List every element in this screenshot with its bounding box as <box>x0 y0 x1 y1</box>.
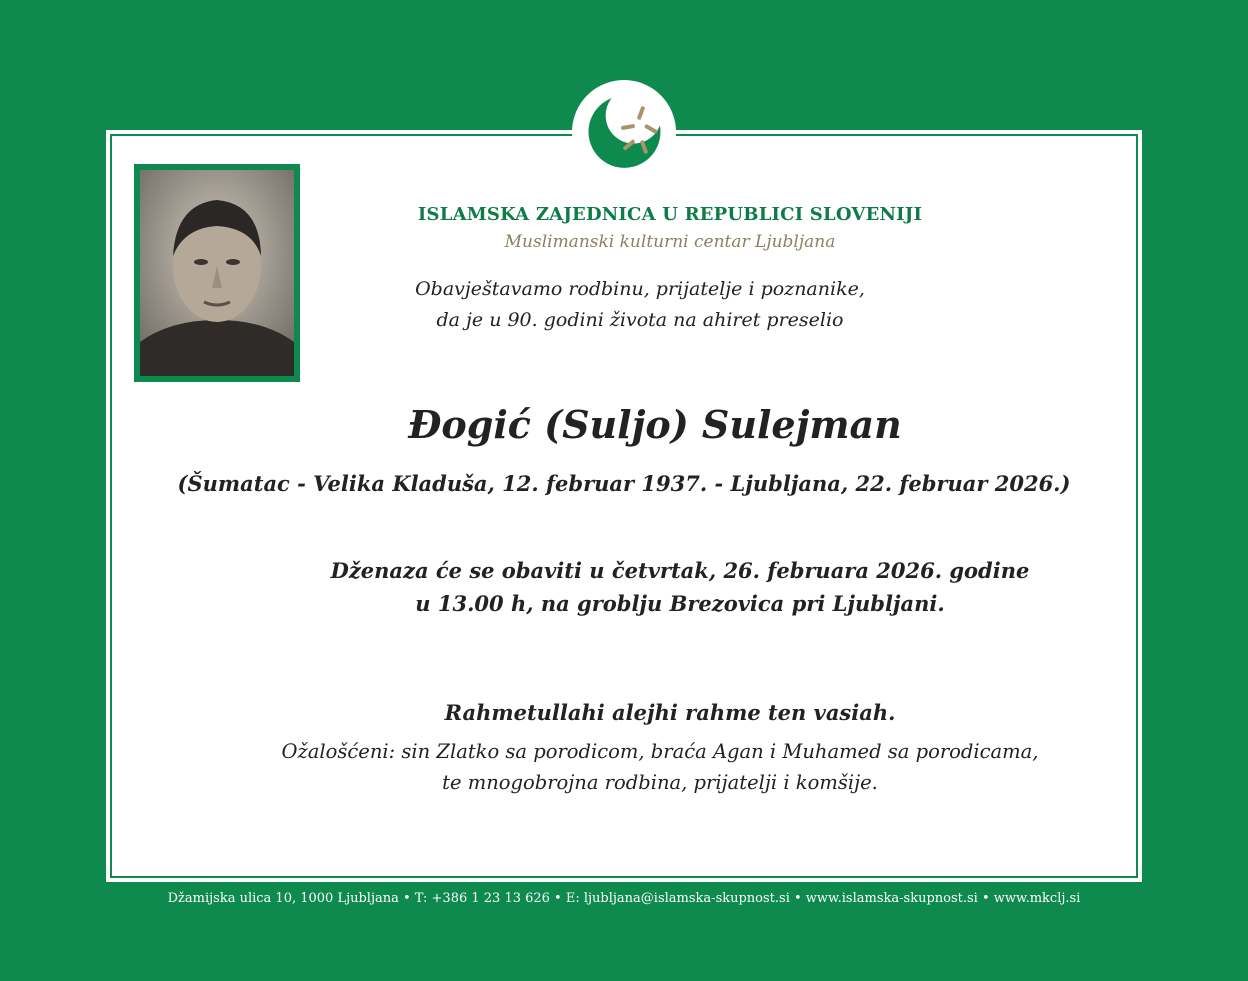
portrait-frame <box>134 164 300 382</box>
prayer-text: Rahmetullahi alejhi rahme ten vasiah. <box>444 700 896 725</box>
deceased-dates: (Šumatac - Velika Kladuša, 12. februar 1937. - Ljubljana, 22. februar 2026.) <box>177 471 1071 496</box>
funeral-line-2: u 13.00 h, na groblju Brezovica pri Ljubljani. <box>415 591 945 616</box>
footer-contact: Džamijska ulica 10, 1000 Ljubljana • T: +386 1 23 13 626 • E: ljubljana@islamska-skupnost.si • www.islamska-skupnost.si • www.mkclj.si <box>167 891 1081 906</box>
funeral-line-1: Dženaza će se obaviti u četvrtak, 26. februara 2026. godine <box>330 558 1030 583</box>
mourners-line-1: Ožalošćeni: sin Zlatko sa porodicom, braća Agan i Muhamed sa porodicama, <box>281 740 1039 763</box>
organization-name: ISLAMSKA ZAJEDNICA U REPUBLICI SLOVENIJI <box>417 204 923 225</box>
portrait-photo <box>140 170 294 376</box>
organization-subtitle: Muslimanski kulturni centar Ljubljana <box>504 232 836 252</box>
mourners-line-2: te mnogobrojna rodbina, prijatelji i komšije. <box>442 771 878 794</box>
crescent-star-icon <box>572 80 676 184</box>
deceased-name: Đogić (Suljo) Sulejman <box>408 402 902 447</box>
announcement-line-2: da je u 90. godini života na ahiret preselio <box>436 309 844 331</box>
announcement-line-1: Obavještavamo rodbinu, prijatelje i poznanike, <box>415 278 865 300</box>
